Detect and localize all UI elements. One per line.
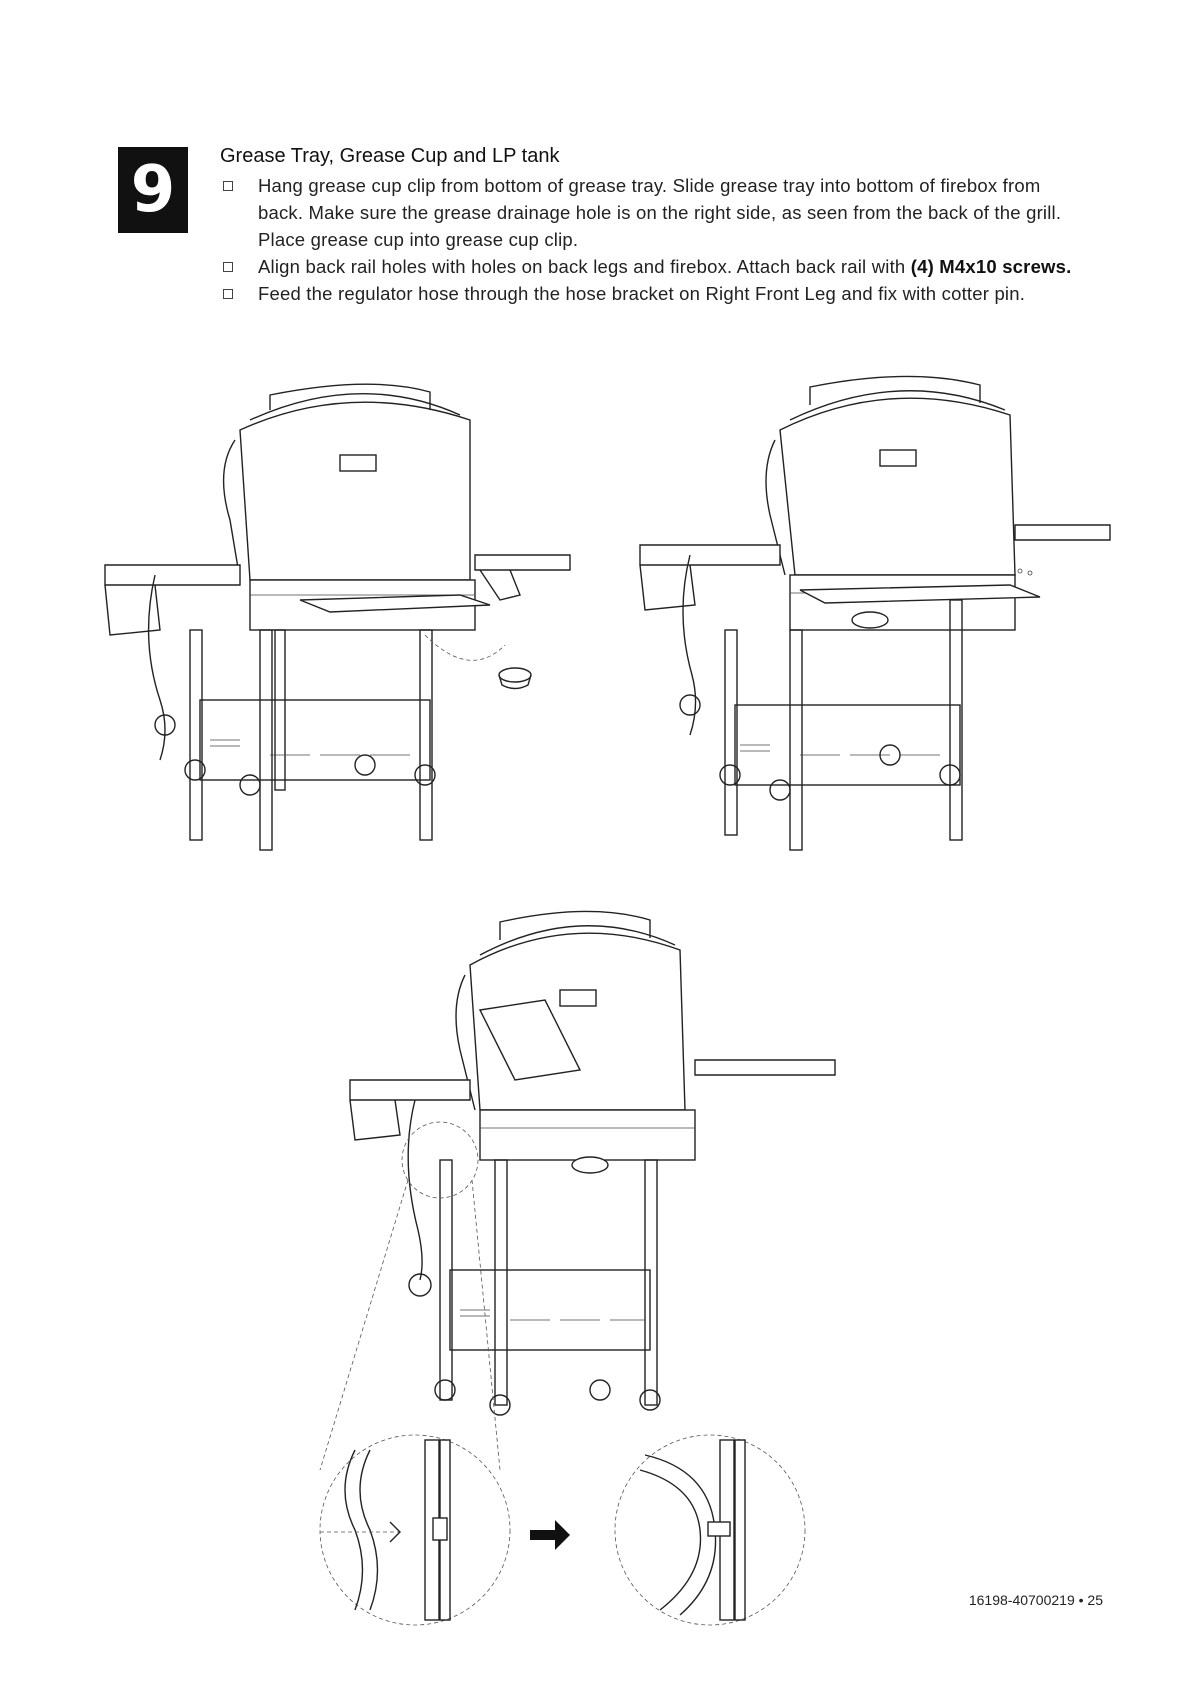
step-title: Grease Tray, Grease Cup and LP tank: [220, 145, 560, 167]
instruction-bold-text: (4) M4x10 screws.: [910, 256, 1072, 277]
checkbox-icon: [223, 181, 233, 191]
grill-hose-bracket-illustration: [300, 910, 860, 1570]
instruction-text: Hang grease cup clip from bottom of grease tray. Slide grease tray into bottom of firebox from back. Make sure the grease drainage hole is on the right side, as seen from the back of the grill. Place grease cup into grease cup clip.: [258, 175, 1062, 250]
checkbox-icon: [223, 289, 233, 299]
step-number-badge: 9: [118, 147, 188, 233]
page-footer: 16198-40700219 • 25: [968, 1592, 1103, 1608]
grill-back-rail-illustration: [620, 375, 1120, 855]
instruction-item: [220, 280, 1080, 307]
instruction-text: Feed the regulator hose through the hose bracket on Right Front Leg and fix with cotter pin.: [258, 283, 1026, 304]
instruction-text: Align back rail holes with holes on back legs and firebox. Attach back rail with: [258, 256, 911, 277]
grill-grease-tray-illustration: [100, 380, 570, 860]
instruction-list: [220, 172, 1080, 307]
checkbox-icon: [223, 262, 233, 272]
instruction-item: [220, 172, 1080, 253]
instruction-item: [220, 253, 1080, 280]
